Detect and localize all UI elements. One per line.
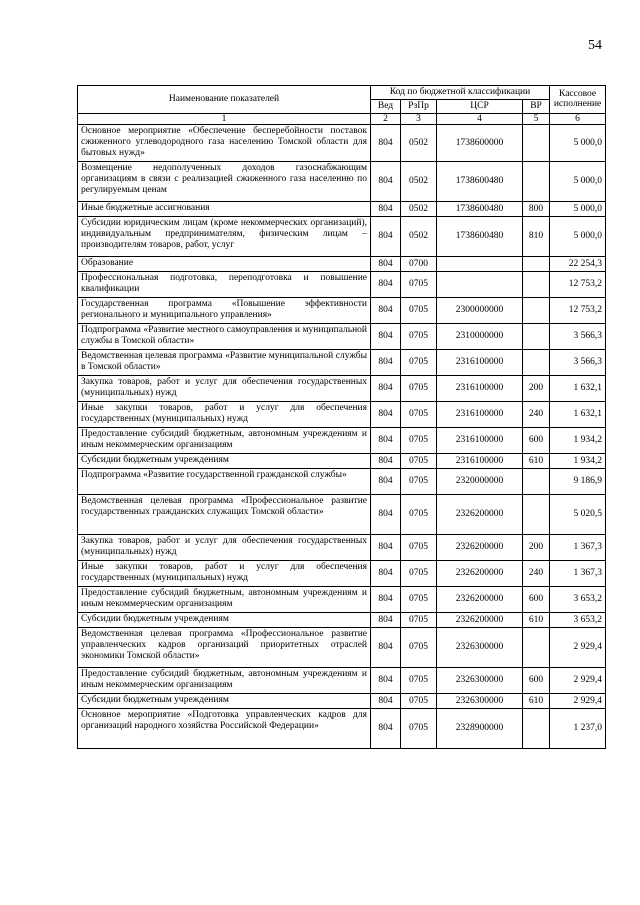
row-ved: 804 [371, 324, 401, 350]
row-ved: 804 [371, 469, 401, 495]
row-ved: 804 [371, 162, 401, 202]
row-csr: 2316100000 [437, 376, 523, 402]
row-name: Подпрограмма «Развитие государственной гражданской службы» [78, 469, 371, 495]
row-vr: 240 [523, 561, 550, 587]
row-ved: 804 [371, 428, 401, 454]
row-name: Подпрограмма «Развитие местного самоуправления и муниципальной службы в Томской области» [78, 324, 371, 350]
row-csr: 2326200000 [437, 613, 523, 628]
column-number: 1 [78, 113, 371, 125]
table-row [78, 587, 606, 613]
row-ved: 804 [371, 587, 401, 613]
table-row [78, 628, 606, 668]
row-ved: 804 [371, 535, 401, 561]
row-amount: 12 753,2 [550, 272, 606, 298]
page-number: 54 [588, 38, 602, 53]
row-csr: 2316100000 [437, 402, 523, 428]
row-vr: 200 [523, 376, 550, 402]
table-row [78, 469, 606, 495]
row-name: Субсидии юридическим лицам (кроме некоммерческих организаций), индивидуальным предпринимателям, физическим лицам – производителям товаров, работ, услуг [78, 217, 371, 257]
row-amount: 1 237,0 [550, 709, 606, 749]
row-amount: 22 254,3 [550, 257, 606, 272]
row-name: Основное мероприятие «Подготовка управленческих кадров для организаций народного хозяйства Российской Федерации» [78, 709, 371, 749]
row-vr: 610 [523, 694, 550, 709]
row-vr: 610 [523, 454, 550, 469]
row-ved: 804 [371, 454, 401, 469]
row-ved: 804 [371, 613, 401, 628]
row-ved: 804 [371, 495, 401, 535]
header-vr: ВР [523, 99, 550, 113]
row-amount: 5 000,0 [550, 125, 606, 162]
row-vr: 600 [523, 668, 550, 694]
table-row [78, 272, 606, 298]
row-rzpr: 0502 [401, 125, 437, 162]
header-csr: ЦСР [437, 99, 523, 113]
row-rzpr: 0705 [401, 628, 437, 668]
table-row [78, 495, 606, 535]
row-rzpr: 0705 [401, 298, 437, 324]
row-vr: 240 [523, 402, 550, 428]
row-csr: 2326200000 [437, 495, 523, 535]
row-csr: 1738600480 [437, 162, 523, 202]
row-ved: 804 [371, 350, 401, 376]
row-rzpr: 0705 [401, 469, 437, 495]
row-csr: 1738600000 [437, 125, 523, 162]
row-amount: 5 000,0 [550, 202, 606, 217]
row-name: Предоставление субсидий бюджетным, автономным учреждениям и иным некоммерческим организациям [78, 587, 371, 613]
row-rzpr: 0705 [401, 561, 437, 587]
row-vr: 610 [523, 613, 550, 628]
row-rzpr: 0700 [401, 257, 437, 272]
row-vr [523, 272, 550, 298]
row-amount: 3 653,2 [550, 587, 606, 613]
row-rzpr: 0705 [401, 402, 437, 428]
row-vr [523, 628, 550, 668]
table-row [78, 402, 606, 428]
table-row [78, 298, 606, 324]
row-rzpr: 0705 [401, 495, 437, 535]
row-csr: 2316100000 [437, 350, 523, 376]
row-ved: 804 [371, 202, 401, 217]
row-name: Иные закупки товаров, работ и услуг для обеспечения государственных (муниципальных) нужд [78, 561, 371, 587]
row-rzpr: 0705 [401, 428, 437, 454]
row-name: Предоставление субсидий бюджетным, автономным учреждениям и иным некоммерческим организациям [78, 668, 371, 694]
row-amount: 1 632,1 [550, 402, 606, 428]
row-ved: 804 [371, 668, 401, 694]
row-amount: 9 186,9 [550, 469, 606, 495]
row-name: Ведомственная целевая программа «Профессиональное развитие управленческих кадров организаций приоритетных отраслей экономики Томской области» [78, 628, 371, 668]
row-name: Государственная программа «Повышение эффективности регионального и муниципального управления» [78, 298, 371, 324]
row-rzpr: 0502 [401, 217, 437, 257]
row-name: Предоставление субсидий бюджетным, автономным учреждениям и иным некоммерческим организациям [78, 428, 371, 454]
row-rzpr: 0705 [401, 668, 437, 694]
row-csr: 2326200000 [437, 561, 523, 587]
row-vr: 810 [523, 217, 550, 257]
row-name: Иные бюджетные ассигнования [78, 202, 371, 217]
row-rzpr: 0705 [401, 709, 437, 749]
row-csr: 2326300000 [437, 694, 523, 709]
row-ved: 804 [371, 402, 401, 428]
header-row [78, 86, 606, 100]
header-code-group: Код по бюджетной классификации [371, 86, 550, 100]
row-csr: 2320000000 [437, 469, 523, 495]
row-name: Основное мероприятие «Обеспечение бесперебойности поставок сжиженного углеводородного газа населению Томской области для бытовых нужд» [78, 125, 371, 162]
row-csr: 2300000000 [437, 298, 523, 324]
row-vr [523, 495, 550, 535]
row-amount: 12 753,2 [550, 298, 606, 324]
row-csr: 2326200000 [437, 535, 523, 561]
row-ved: 804 [371, 628, 401, 668]
table-row [78, 162, 606, 202]
table-row [78, 613, 606, 628]
table-row [78, 257, 606, 272]
row-rzpr: 0705 [401, 272, 437, 298]
row-name: Закупка товаров, работ и услуг для обеспечения государственных (муниципальных) нужд [78, 535, 371, 561]
row-vr [523, 125, 550, 162]
row-vr: 600 [523, 587, 550, 613]
column-number: 2 [371, 113, 401, 125]
row-csr: 2316100000 [437, 454, 523, 469]
row-csr: 2326200000 [437, 587, 523, 613]
row-rzpr: 0705 [401, 324, 437, 350]
table-row [78, 428, 606, 454]
row-csr: 2326300000 [437, 668, 523, 694]
row-amount: 5 000,0 [550, 162, 606, 202]
row-rzpr: 0705 [401, 350, 437, 376]
row-name: Ведомственная целевая программа «Развитие муниципальной службы в Томской области» [78, 350, 371, 376]
row-ved: 804 [371, 257, 401, 272]
row-name: Субсидии бюджетным учреждениям [78, 454, 371, 469]
row-csr: 2326300000 [437, 628, 523, 668]
row-amount: 1 632,1 [550, 376, 606, 402]
row-csr: 2328900000 [437, 709, 523, 749]
row-ved: 804 [371, 376, 401, 402]
row-vr [523, 709, 550, 749]
column-number: 5 [523, 113, 550, 125]
row-name: Закупка товаров, работ и услуг для обеспечения государственных (муниципальных) нужд [78, 376, 371, 402]
row-vr: 800 [523, 202, 550, 217]
row-vr [523, 257, 550, 272]
row-name: Профессиональная подготовка, переподготовка и повышение квалификации [78, 272, 371, 298]
row-name: Ведомственная целевая программа «Профессиональное развитие государственных гражданских служащих Томской области» [78, 495, 371, 535]
row-ved: 804 [371, 694, 401, 709]
table-row [78, 125, 606, 162]
row-amount: 1 367,3 [550, 535, 606, 561]
row-rzpr: 0705 [401, 587, 437, 613]
row-csr [437, 257, 523, 272]
table-row [78, 668, 606, 694]
table-body [78, 125, 606, 749]
row-name: Субсидии бюджетным учреждениям [78, 694, 371, 709]
row-rzpr: 0705 [401, 376, 437, 402]
row-name: Иные закупки товаров, работ и услуг для обеспечения государственных (муниципальных) нужд [78, 402, 371, 428]
row-amount: 1 367,3 [550, 561, 606, 587]
row-ved: 804 [371, 709, 401, 749]
row-name: Образование [78, 257, 371, 272]
row-csr: 1738600480 [437, 217, 523, 257]
row-csr [437, 272, 523, 298]
row-ved: 804 [371, 561, 401, 587]
budget-table [77, 85, 606, 749]
row-amount: 1 934,2 [550, 428, 606, 454]
column-number-row [78, 113, 606, 125]
row-amount: 1 934,2 [550, 454, 606, 469]
table-row [78, 694, 606, 709]
row-amount: 2 929,4 [550, 668, 606, 694]
row-vr [523, 298, 550, 324]
table-row [78, 454, 606, 469]
row-rzpr: 0502 [401, 162, 437, 202]
row-amount: 3 566,3 [550, 324, 606, 350]
table-row [78, 709, 606, 749]
row-rzpr: 0502 [401, 202, 437, 217]
header-name: Наименование показателей [78, 86, 371, 114]
row-csr: 2310000000 [437, 324, 523, 350]
row-amount: 5 020,5 [550, 495, 606, 535]
row-name: Субсидии бюджетным учреждениям [78, 613, 371, 628]
column-number: 6 [550, 113, 606, 125]
row-csr: 2316100000 [437, 428, 523, 454]
row-amount: 3 566,3 [550, 350, 606, 376]
table-row [78, 535, 606, 561]
row-name: Возмещение недополученных доходов газоснабжающим организациям в связи с реализацией сжиженного газа населению по регулируемым ценам [78, 162, 371, 202]
row-vr: 200 [523, 535, 550, 561]
row-ved: 804 [371, 217, 401, 257]
row-amount: 2 929,4 [550, 628, 606, 668]
table-row [78, 217, 606, 257]
table-row [78, 202, 606, 217]
table-row [78, 350, 606, 376]
row-rzpr: 0705 [401, 535, 437, 561]
row-amount: 2 929,4 [550, 694, 606, 709]
row-ved: 804 [371, 125, 401, 162]
row-amount: 5 000,0 [550, 217, 606, 257]
header-ved: Вед [371, 99, 401, 113]
row-vr [523, 162, 550, 202]
row-vr [523, 350, 550, 376]
column-number: 4 [437, 113, 523, 125]
row-csr: 1738600480 [437, 202, 523, 217]
table-row [78, 561, 606, 587]
row-amount: 3 653,2 [550, 613, 606, 628]
row-rzpr: 0705 [401, 454, 437, 469]
column-number: 3 [401, 113, 437, 125]
table-row [78, 324, 606, 350]
row-ved: 804 [371, 272, 401, 298]
header-amount: Кассовое исполнение [550, 86, 606, 114]
row-vr [523, 324, 550, 350]
row-rzpr: 0705 [401, 694, 437, 709]
row-vr [523, 469, 550, 495]
table-row [78, 376, 606, 402]
row-rzpr: 0705 [401, 613, 437, 628]
row-vr: 600 [523, 428, 550, 454]
row-ved: 804 [371, 298, 401, 324]
header-rzpr: РзПр [401, 99, 437, 113]
